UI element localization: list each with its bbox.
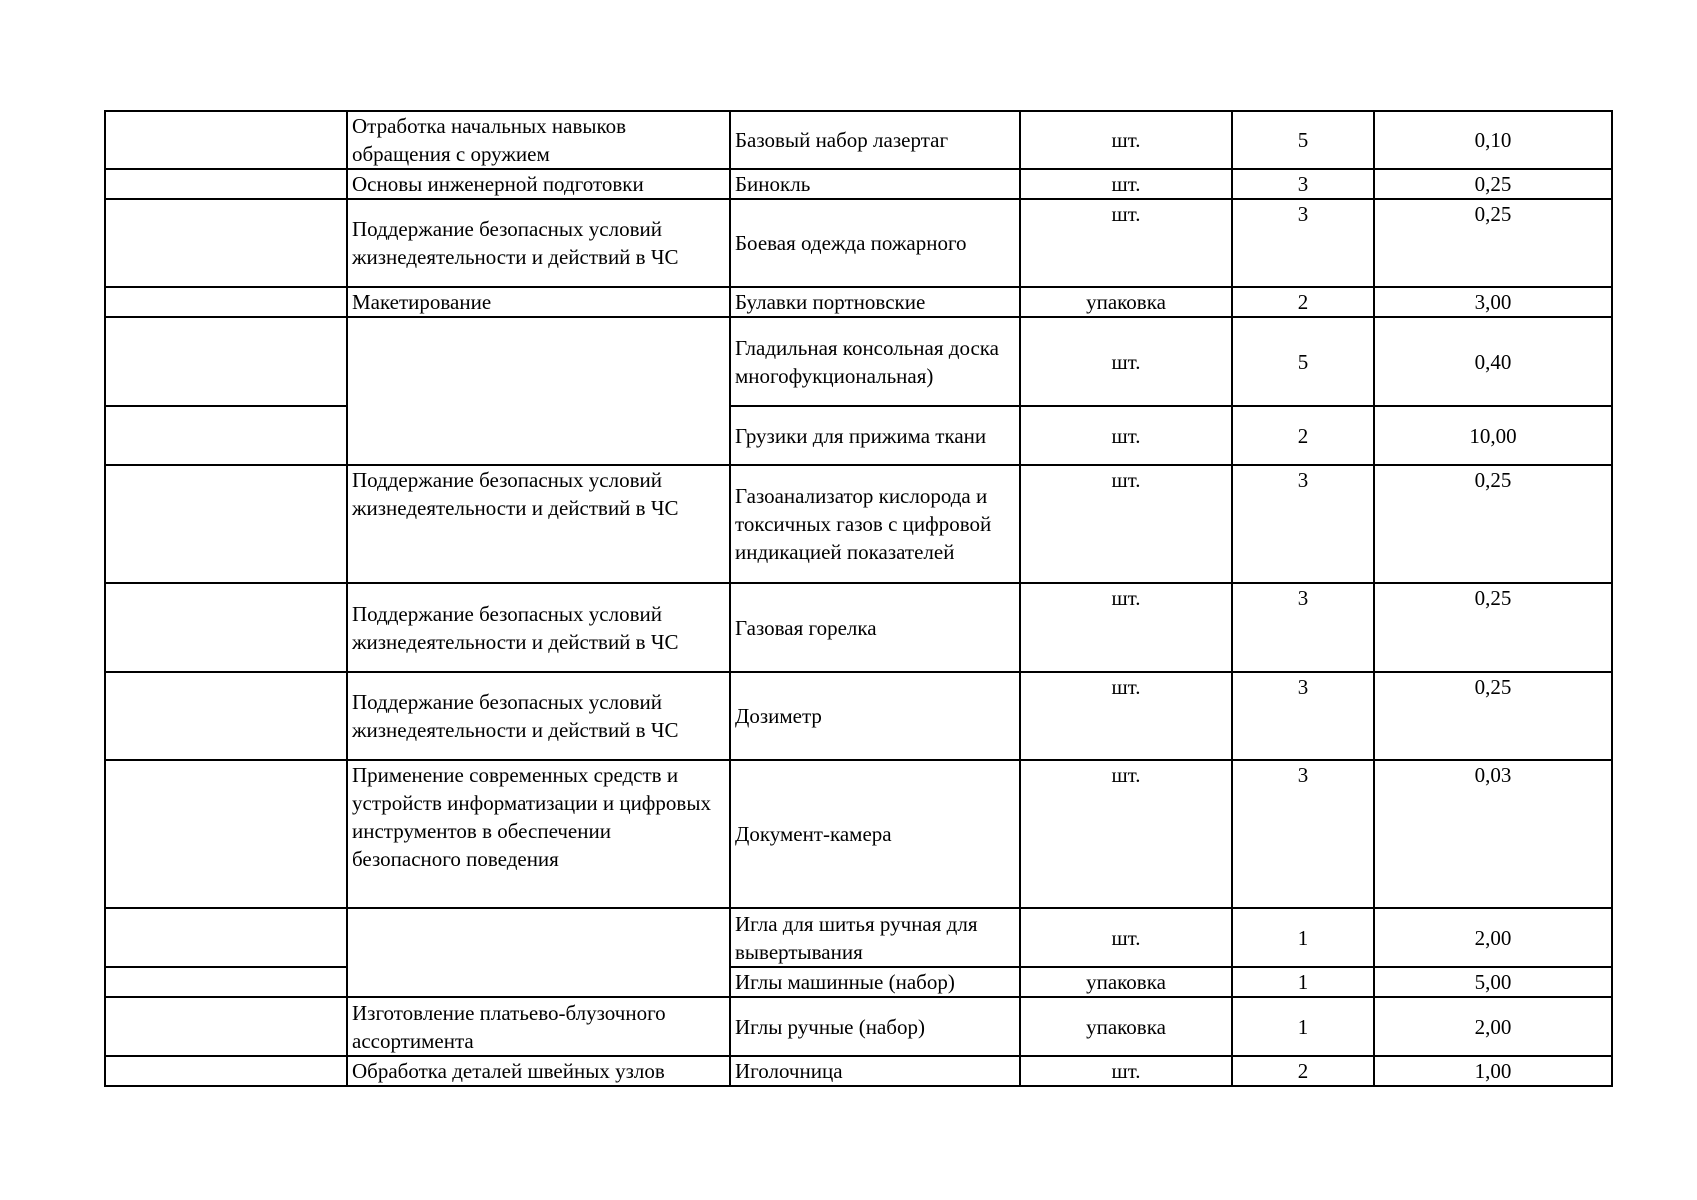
item-name-cell: Гладильная консольная доска многофукциональная) <box>730 317 1020 406</box>
topic-cell: Обработка деталей швейных узлов <box>347 1056 730 1086</box>
unit-cell: шт. <box>1020 111 1232 169</box>
item-name-cell: Газовая горелка <box>730 583 1020 672</box>
row-number-cell <box>105 406 347 465</box>
topic-cell: Поддержание безопасных условий жизнедеятельности и действий в ЧС <box>347 672 730 760</box>
row-number-cell <box>105 317 347 406</box>
value-cell: 0,25 <box>1374 672 1612 760</box>
quantity-cell: 3 <box>1232 169 1374 199</box>
table-row <box>105 967 1612 997</box>
table-row <box>105 465 1612 583</box>
topic-cell: Применение современных средств и устройств информатизации и цифровых инструментов в обеспечении безопасного поведения <box>347 760 730 908</box>
topic-cell: Основы инженерной подготовки <box>347 169 730 199</box>
value-cell: 0,25 <box>1374 169 1612 199</box>
unit-cell: шт. <box>1020 672 1232 760</box>
item-name-cell: Грузики для прижима ткани <box>730 406 1020 465</box>
row-number-cell <box>105 465 347 583</box>
row-number-cell <box>105 967 347 997</box>
quantity-cell: 1 <box>1232 997 1374 1056</box>
table-row <box>105 760 1612 908</box>
topic-cell <box>347 317 730 465</box>
row-number-cell <box>105 169 347 199</box>
item-name-cell: Иголочница <box>730 1056 1020 1086</box>
row-number-cell <box>105 583 347 672</box>
item-name-cell: Боевая одежда пожарного <box>730 199 1020 287</box>
quantity-cell: 2 <box>1232 406 1374 465</box>
row-number-cell <box>105 199 347 287</box>
item-name-cell: Булавки портновские <box>730 287 1020 317</box>
table-row <box>105 583 1612 672</box>
quantity-cell: 5 <box>1232 317 1374 406</box>
quantity-cell: 2 <box>1232 1056 1374 1086</box>
item-name-cell: Документ-камера <box>730 760 1020 908</box>
table-row <box>105 406 1612 465</box>
value-cell: 0,03 <box>1374 760 1612 908</box>
quantity-cell: 1 <box>1232 908 1374 967</box>
table-row <box>105 287 1612 317</box>
unit-cell: шт. <box>1020 317 1232 406</box>
value-cell: 0,25 <box>1374 465 1612 583</box>
topic-cell: Поддержание безопасных условий жизнедеятельности и действий в ЧС <box>347 583 730 672</box>
value-cell: 0,25 <box>1374 583 1612 672</box>
unit-cell: шт. <box>1020 1056 1232 1086</box>
quantity-cell: 3 <box>1232 465 1374 583</box>
row-number-cell <box>105 1056 347 1086</box>
topic-cell: Изготовление платьево-блузочного ассортимента <box>347 997 730 1056</box>
value-cell: 1,00 <box>1374 1056 1612 1086</box>
row-number-cell <box>105 672 347 760</box>
value-cell: 3,00 <box>1374 287 1612 317</box>
item-name-cell: Иглы машинные (набор) <box>730 967 1020 997</box>
unit-cell: шт. <box>1020 908 1232 967</box>
row-number-cell <box>105 997 347 1056</box>
item-name-cell: Базовый набор лазертаг <box>730 111 1020 169</box>
topic-cell: Поддержание безопасных условий жизнедеятельности и действий в ЧС <box>347 465 730 583</box>
row-number-cell <box>105 111 347 169</box>
topic-cell: Макетирование <box>347 287 730 317</box>
table-row <box>105 317 1612 406</box>
item-name-cell: Иглы ручные (набор) <box>730 997 1020 1056</box>
value-cell: 2,00 <box>1374 908 1612 967</box>
unit-cell: шт. <box>1020 169 1232 199</box>
table-row <box>105 199 1612 287</box>
value-cell: 0,25 <box>1374 199 1612 287</box>
unit-cell: шт. <box>1020 760 1232 908</box>
row-number-cell <box>105 287 347 317</box>
table-row <box>105 111 1612 169</box>
value-cell: 2,00 <box>1374 997 1612 1056</box>
item-name-cell: Игла для шитья ручная для вывертывания <box>730 908 1020 967</box>
table-row <box>105 672 1612 760</box>
quantity-cell: 3 <box>1232 583 1374 672</box>
quantity-cell: 3 <box>1232 672 1374 760</box>
topic-cell <box>347 908 730 997</box>
unit-cell: шт. <box>1020 465 1232 583</box>
row-number-cell <box>105 908 347 967</box>
quantity-cell: 2 <box>1232 287 1374 317</box>
item-name-cell: Газоанализатор кислорода и токсичных газов с цифровой индикацией показателей <box>730 465 1020 583</box>
quantity-cell: 1 <box>1232 967 1374 997</box>
value-cell: 10,00 <box>1374 406 1612 465</box>
quantity-cell: 3 <box>1232 199 1374 287</box>
item-name-cell: Бинокль <box>730 169 1020 199</box>
value-cell: 0,10 <box>1374 111 1612 169</box>
table-row <box>105 1056 1612 1086</box>
items-table-body <box>105 111 1612 1086</box>
topic-cell: Отработка начальных навыков обращения с оружием <box>347 111 730 169</box>
unit-cell: упаковка <box>1020 997 1232 1056</box>
topic-cell: Поддержание безопасных условий жизнедеятельности и действий в ЧС <box>347 199 730 287</box>
unit-cell: шт. <box>1020 199 1232 287</box>
row-number-cell <box>105 760 347 908</box>
unit-cell: шт. <box>1020 583 1232 672</box>
table-row <box>105 997 1612 1056</box>
unit-cell: шт. <box>1020 406 1232 465</box>
unit-cell: упаковка <box>1020 287 1232 317</box>
table-row <box>105 169 1612 199</box>
quantity-cell: 3 <box>1232 760 1374 908</box>
unit-cell: упаковка <box>1020 967 1232 997</box>
item-name-cell: Дозиметр <box>730 672 1020 760</box>
items-table <box>104 110 1613 1087</box>
quantity-cell: 5 <box>1232 111 1374 169</box>
value-cell: 5,00 <box>1374 967 1612 997</box>
value-cell: 0,40 <box>1374 317 1612 406</box>
table-row <box>105 908 1612 967</box>
